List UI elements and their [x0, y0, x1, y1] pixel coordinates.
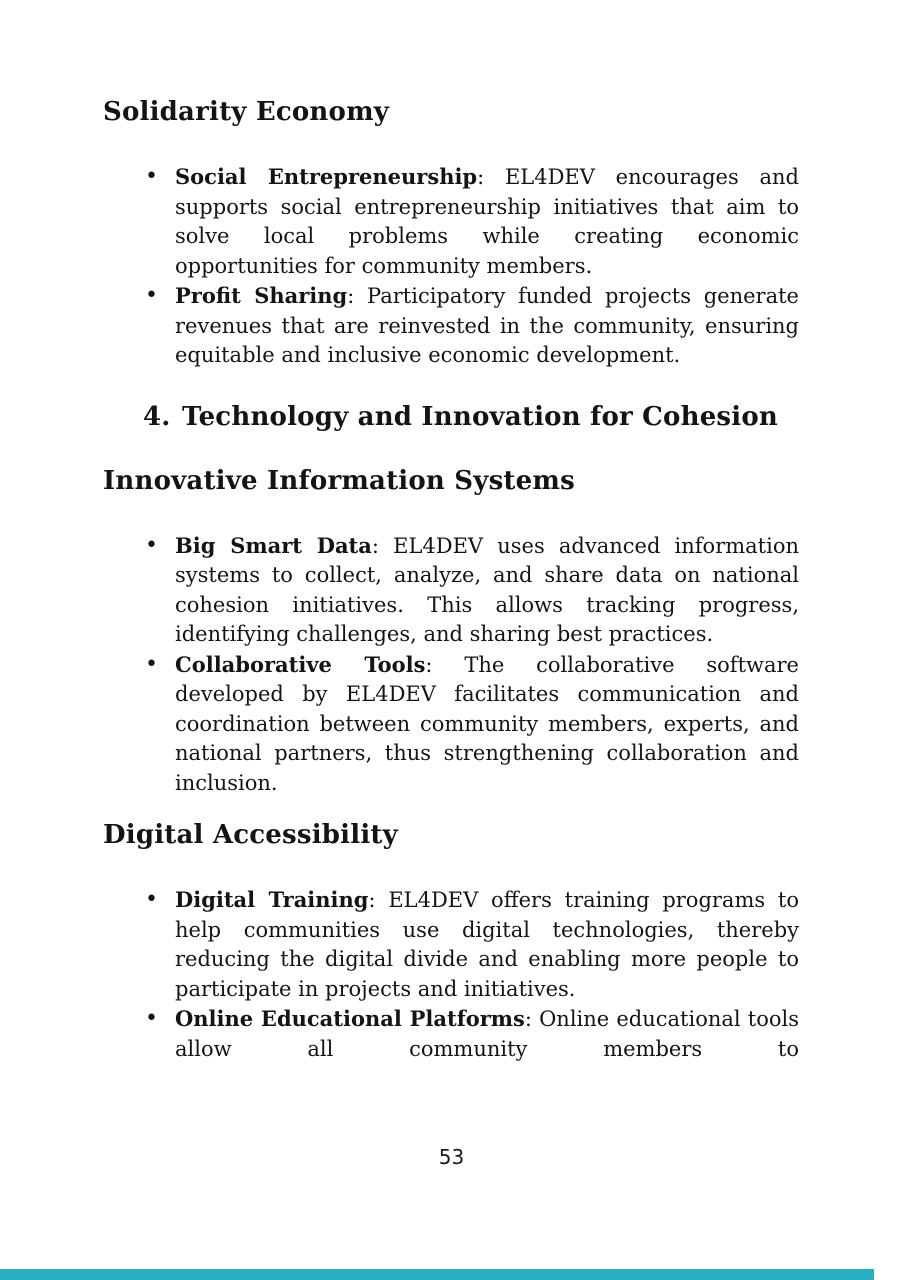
bullet-label: Social Entrepreneurship: [175, 164, 478, 189]
list-item: [103, 1004, 799, 1064]
list-item: [103, 162, 799, 281]
bullet-label: Digital Training: [175, 887, 369, 912]
bullet-label: Collaborative Tools: [175, 651, 426, 677]
heading-solidarity-economy: Solidarity Economy: [103, 97, 390, 127]
solidarity-bullet-list: [103, 162, 799, 371]
heading-text: Technology and Innovation for Cohesion: [182, 401, 778, 432]
page-number: 53: [438, 1145, 465, 1169]
innovative-bullet-list: [103, 531, 799, 799]
heading-innovative-information-systems: Innovative Information Systems: [103, 465, 575, 496]
label-separator: :: [371, 533, 394, 558]
label-separator: :: [368, 888, 389, 912]
bullet-text: Participatory funded projects generate revenues that are reinvested in the community, ensuring equitable and inclusive economic development.: [175, 284, 799, 367]
bullet-label: Big Smart Data: [175, 532, 372, 558]
label-separator: :: [477, 165, 505, 189]
heading-technology-innovation: [103, 401, 799, 434]
list-item: [103, 531, 799, 650]
bullet-text: EL4DEV offers training programs to help communities use digital technologies, thereby reducing the digital divide and enabling more people to participate in projects and initiatives.: [175, 888, 799, 1001]
heading-number: 4.: [143, 401, 171, 432]
reading-progress-fill: [0, 1269, 874, 1280]
bullet-text: The collaborative software developed by EL4DEV facilitates communication and coordination between community members, experts, and national partners, thus strengthening collaboration and inclusion.: [175, 652, 799, 795]
bullet-text: EL4DEV uses advanced information systems to collect, analyze, and share data on national cohesion initiatives. This allows tracking progress, identifying challenges, and sharing best practices.: [175, 533, 799, 646]
list-item: [103, 885, 799, 1004]
list-item: [103, 281, 799, 371]
reading-progress-bar[interactable]: [0, 1269, 903, 1280]
label-separator: :: [425, 652, 465, 677]
list-item: [103, 650, 799, 799]
digital-bullet-list: [103, 885, 799, 1064]
heading-digital-accessibility: Digital Accessibility: [103, 820, 398, 850]
label-separator: :: [524, 1007, 540, 1031]
bullet-label: Profit Sharing: [175, 283, 348, 308]
bullet-text: Online educational tools allow all community members to: [175, 1007, 799, 1061]
bullet-label: Online Educational Platforms: [175, 1006, 525, 1031]
bullet-text: EL4DEV encourages and supports social entrepreneurship initiatives that aim to solve local problems while creating economic opportunities for community members.: [175, 165, 799, 278]
label-separator: :: [347, 284, 368, 308]
